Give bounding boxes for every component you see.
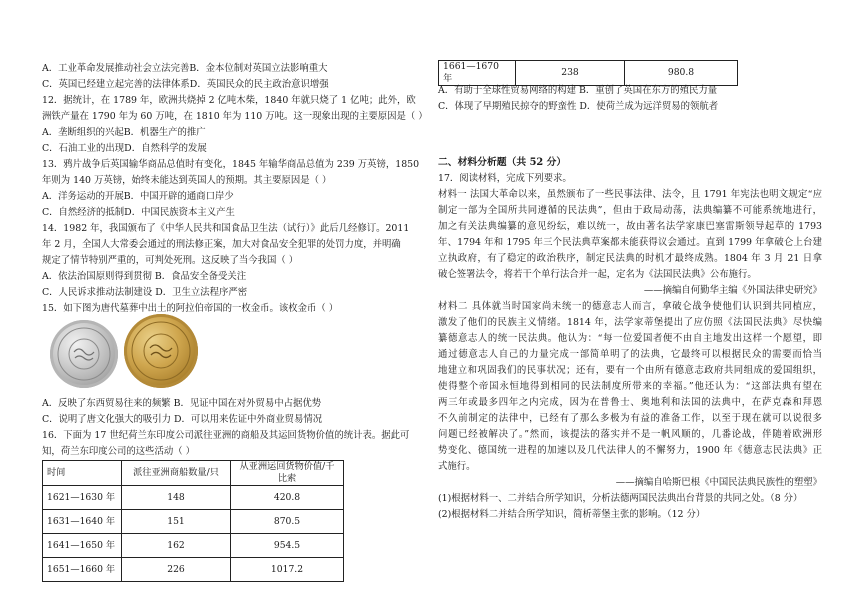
section-title: 二、材料分析题（共 52 分） [438, 157, 567, 168]
q17-text-line: 势变化、德国统一进程的加速以及几代法律人的不懈努力，1900 年《德意志民法典》正 [438, 445, 822, 456]
q17-text-line: (1)根据材料一、二并结合所学知识，分析法德两国民法典出台背景的共同之处。（8 分） [438, 493, 803, 504]
table-cell: 162 [122, 534, 231, 558]
q17-text-line: 立执政府，有了稳定的政治秩序，制定民法典的时机才最终成熟。1804 年 3 月 21 日拿 [438, 253, 822, 264]
q17-text-line: 破仑签署法令，将若干个单行法合并一起，定名为《法国民法典》公布施行。 [438, 269, 757, 280]
table-row [43, 534, 344, 558]
q17-text-line: 通过德意志人自己的力量完成一部简单明了的法典，它最终可以根据民众的需要而恰当 [438, 349, 822, 360]
q16-stem-1: 16．下面为 17 世纪荷兰东印度公司派往亚洲的商船及其运回货物价值的统计表。据此可 [42, 430, 410, 441]
table-cell: 238 [516, 61, 625, 86]
trade-table [42, 460, 344, 582]
q17-text-line: 17．阅读材料，完成下列要求。 [438, 173, 572, 184]
table-header: 从亚洲运回货物价值/千比索 [231, 461, 344, 486]
q17-text-line: 制定一部为全国所共同遵循的民法典”，但由于政局动荡，法典编纂不可能系统地进行， [438, 205, 822, 216]
q17-text-line: 年、1794 年和 1795 年三个民法典草案都未能获得议会通过。直到 1799 年拿破仑上台建 [438, 237, 822, 248]
q17-text-line: 激发了他们的民族主义情绪。1814 年，法学家蒂堡提出了应仿照《法国民法典》尽快编 [438, 317, 822, 328]
q14-options-cd: C．人民诉求推动法制建设 D．卫生立法程序严密 [42, 287, 248, 298]
q17-text-line: 材料一 法国大革命以来，虽然颁布了一些民事法律、法令，且 1791 年宪法也明文规定“应 [438, 189, 822, 200]
table-cell: 1631—1640 年 [43, 510, 122, 534]
q17-text-line: 纂德意志人的统一民法典。他认为：“每一位爱国者便不由自主地发出这样一个愿望，即 [438, 333, 822, 344]
q16-options-cd: C．体现了早期殖民掠夺的野蛮性 D．使荷兰成为远洋贸易的领航者 [438, 101, 719, 112]
q17-text-line: 地建立和巩固我们的民事状况；还有，要有一个由所有德意志政府共同组成的爱国组织， [438, 365, 822, 376]
source-citation: ——摘编自何勤华主编《外国法律史研究》 [643, 285, 822, 296]
table-header: 时间 [43, 461, 122, 486]
table-header: 派往亚洲商船数量/只 [122, 461, 231, 486]
q14-stem-3: 规定了情节特别严重的，可判处死刑。这反映了当今我国（ ） [42, 255, 299, 266]
q14-stem-2: 年 2 月，全国人大常委会通过的刑法修正案，加大对食品安全犯罪的处罚力度，并明确 [42, 239, 401, 250]
q17-text-line: 材料二 具体就当时国家尚未统一的德意志人而言，拿破仑战争使他们认识到共同植应， [438, 301, 822, 312]
table-cell: 870.5 [231, 510, 344, 534]
table-cell: 1661—1670 年 [439, 61, 516, 86]
q17-text-line: 问题已经被解决了。”然而，该提法的落实并不是一帆风顺的，几番论战，伴随着欧洲形 [438, 429, 822, 440]
table-cell: 148 [122, 486, 231, 510]
table-cell: 1017.2 [231, 558, 344, 582]
q16-options-ab: A．有助于全球性贸易网络的构建 B．重创了英国在东方的殖民力量 [438, 85, 718, 96]
source-citation: ——摘编自哈斯巴根《中国民法典民族性的塑塑》 [615, 477, 822, 488]
q12-options-ab: A．垄断组织的兴起B．机器生产的推广 [42, 127, 206, 138]
table-cell: 151 [122, 510, 231, 534]
q15-stem: 15．如下图为唐代墓葬中出土的阿拉伯帝国的一枚金币。该枚金币（ ） [42, 303, 339, 314]
table-cell: 1641—1650 年 [43, 534, 122, 558]
table-cell: 1651—1660 年 [43, 558, 122, 582]
q13-stem-2: 年则为 140 万英镑，始终未能达到英国人的预期。其主要原因是（ ） [42, 175, 332, 186]
q17-text-line: 两三年或最多四年之内完成，因为在普鲁士、奥地利和法国的法典中，在萨克森和拜恩 [438, 397, 822, 408]
table-row [43, 558, 344, 582]
q15-options-ab: A．反映了东西贸易往来的频繁 B．见证中国在对外贸易中占据优势 [42, 398, 322, 409]
q12-options-cd: C．石油工业的出现D．自然科学的发展 [42, 143, 207, 154]
gold-dinar-coin [124, 314, 198, 388]
q17-text-line: 式施行。 [438, 461, 476, 472]
q13-stem-1: 13．鸦片战争后英国输华商品总值时有变化，1845 年输华商品总值为 239 万英镑，1850 [42, 159, 420, 170]
q12-stem-1: 12．据统计，在 1789 年，欧洲共烧掉 2 亿吨木柴，1840 年就只烧了 1 亿吨；此外，欧 [42, 95, 416, 106]
q12-stem-2: 洲铁产量在 1790 年为 60 万吨，在 1810 年为 110 万吨。这一现象出现的主要原因是（ ） [42, 111, 428, 122]
table-cell: 980.8 [625, 61, 738, 86]
q13-options-ab: A．洋务运动的开展B．中国开辟的通商口岸少 [42, 191, 234, 202]
table-header-row [43, 461, 344, 486]
q14-stem-1: 14．1982 年，我国颁布了《中华人民共和国食品卫生法（试行）》此后几经修订。2011 [42, 223, 410, 234]
table-cell: 226 [122, 558, 231, 582]
q13-options-cd: C．自然经济的抵制D．中国民族资本主义产生 [42, 207, 235, 218]
silver-dirham-coin [50, 320, 118, 388]
table-row [43, 486, 344, 510]
q15-options-cd: C．说明了唐文化强大的吸引力 D．可以用来佐证中外商业贸易情况 [42, 414, 323, 425]
q16-stem-2: 知，荷兰东印度公司的这些活动（ ） [42, 446, 195, 457]
q11-options-cd: C．英国已经建立起完善的法律体系D．英国民众的民主政治意识增强 [42, 79, 329, 90]
trade-table-continued [438, 60, 738, 86]
q17-text-line: (2)根据材料二并结合所学知识，简析蒂堡主张的影响。（12 分） [438, 509, 706, 520]
q14-options-ab: A．依法治国原则得到贯彻 B．食品安全备受关注 [42, 271, 247, 282]
table-row [43, 510, 344, 534]
table-cell: 420.8 [231, 486, 344, 510]
table-row [439, 61, 738, 86]
q11-options-ab: A．工业革命发展推动社会立法完善B．金本位制对英国立法影响重大 [42, 63, 328, 74]
table-cell: 954.5 [231, 534, 344, 558]
table-cell: 1621—1630 年 [43, 486, 122, 510]
q17-text-line: 不久前制定的法律中，已经有了那么多极为有益的准备工作，以至于现在就可以说很多 [438, 413, 822, 424]
q17-text-line: 加之有关法典编纂的意见纷纭，难以统一，故由著名法学家康巴塞雷斯领导起草的 1793 [438, 221, 822, 232]
q17-text-line: 使得整个帝国永恒地得到相同的民法制度所带来的幸福。”他还认为：“这部法典有望在 [438, 381, 822, 392]
